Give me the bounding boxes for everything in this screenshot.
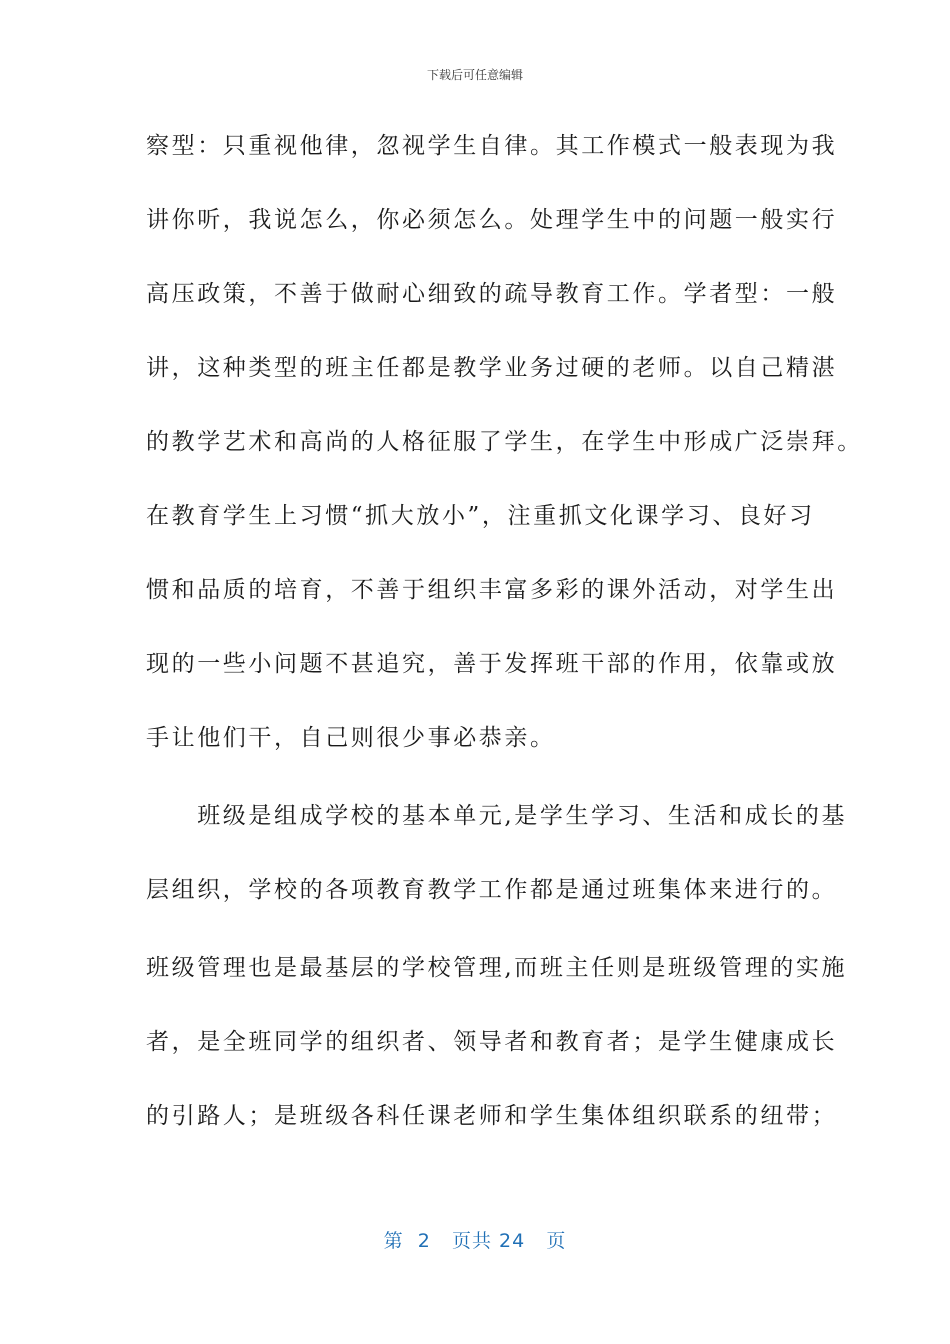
body-line: 在教育学生上习惯“抓大放小”，注重抓文化课学习、良好习 bbox=[146, 503, 815, 529]
footer-suffix: 页 bbox=[546, 1230, 567, 1252]
body-line: 者，是全班同学的组织者、领导者和教育者；是学生健康成长 bbox=[146, 1029, 838, 1055]
body-line: 现的一些小问题不甚追究，善于发挥班干部的作用，依靠或放 bbox=[146, 651, 838, 677]
page-header: 下载后可任意编辑 bbox=[426, 68, 523, 82]
page-footer bbox=[0, 1226, 950, 1253]
body-line: 班级管理也是最基层的学校管理,而班主任则是班级管理的实施 bbox=[146, 955, 848, 981]
body-line: 惯和品质的培育，不善于组织丰富多彩的课外活动，对学生出 bbox=[146, 577, 838, 603]
total-pages-number: 24 bbox=[499, 1230, 526, 1252]
footer-prefix: 第 bbox=[383, 1230, 404, 1252]
body-line: 手让他们干，自己则很少事必恭亲。 bbox=[146, 725, 556, 751]
current-page-number: 2 bbox=[417, 1230, 431, 1252]
body-line: 层组织，学校的各项教育教学工作都是通过班集体来进行的。 bbox=[146, 877, 838, 903]
body-line: 的引路人；是班级各科任课老师和学生集体组织联系的纽带； bbox=[146, 1103, 838, 1129]
body-line: 高压政策，不善于做耐心细致的疏导教育工作。学者型：一般 bbox=[146, 281, 838, 307]
body-line: 班级是组成学校的基本单元,是学生学习、生活和成长的基 bbox=[146, 803, 848, 829]
body-line: 讲你听，我说怎么，你必须怎么。处理学生中的问题一般实行 bbox=[146, 207, 838, 233]
body-line: 讲，这种类型的班主任都是教学业务过硬的老师。以自己精湛 bbox=[146, 355, 838, 381]
body-line: 的教学艺术和高尚的人格征服了学生，在学生中形成广泛崇拜。 bbox=[146, 429, 863, 455]
footer-middle: 页共 bbox=[451, 1230, 492, 1252]
body-line: 察型：只重视他律，忽视学生自律。其工作模式一般表现为我 bbox=[146, 133, 838, 159]
